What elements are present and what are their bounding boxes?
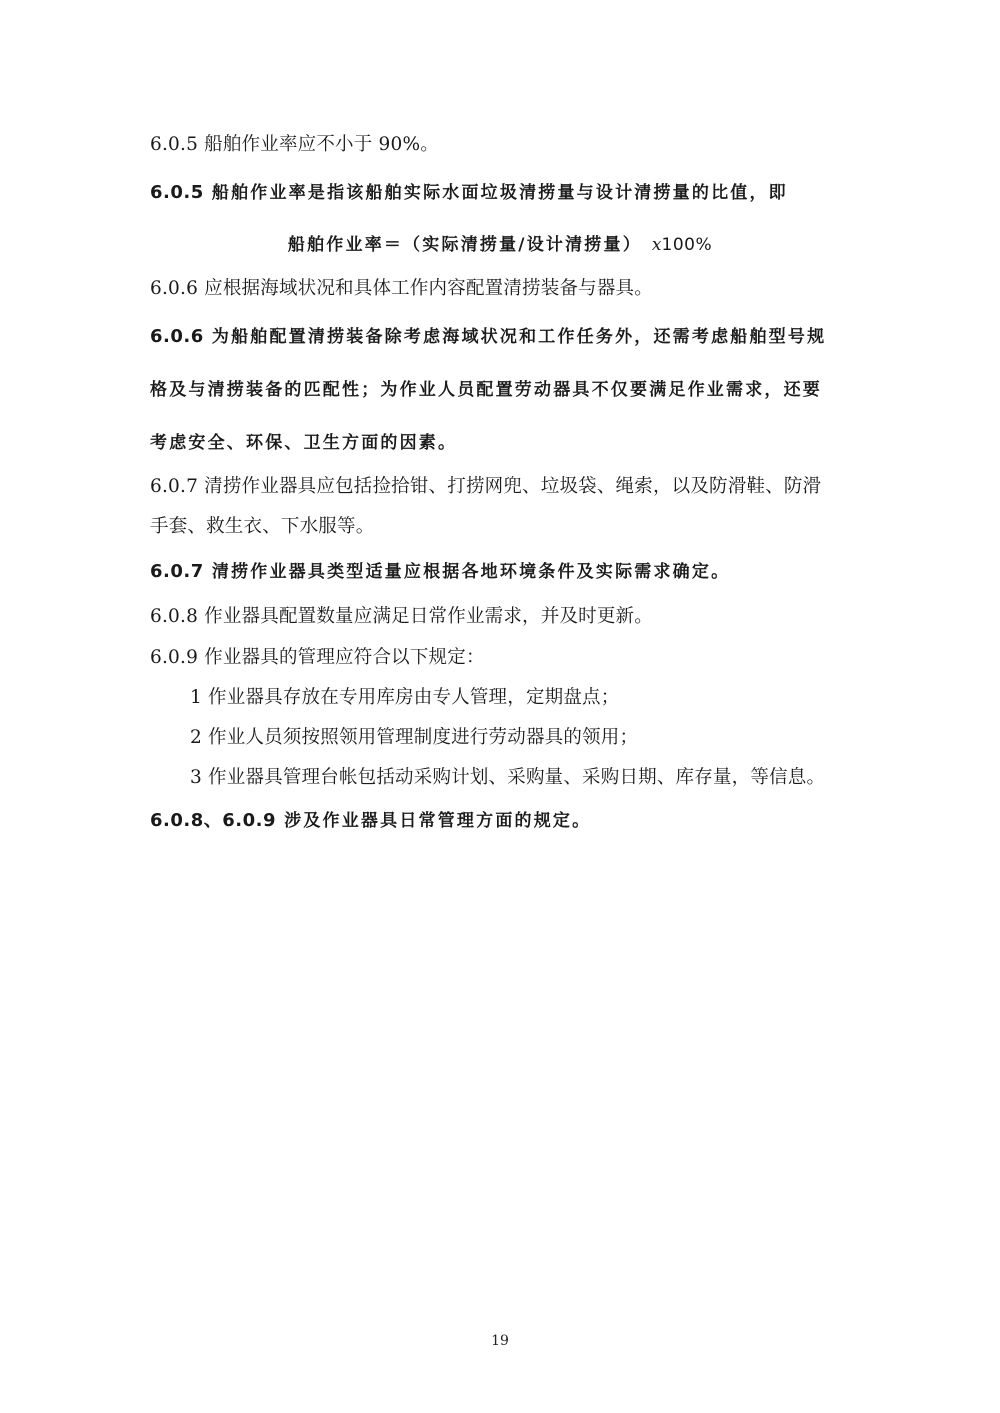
explanation-number: 6.0.8、6.0.9 — [150, 810, 276, 831]
explanation-text: 清捞作业器具类型适量应根据各地环境条件及实际需求确定。 — [203, 562, 731, 582]
formula-operation-rate — [0, 230, 1000, 255]
explanation-6-0-8-6-0-9 — [150, 806, 591, 832]
explanation-6-0-6-line-3: 考虑安全、环保、卫生方面的因素。 — [150, 433, 458, 453]
list-item: 3 作业器具管理台帐包括动采购计划、采购量、采购日期、库存量，等信息。 — [190, 767, 826, 788]
clause-6-0-7-line-2: 手套、救生衣、下水服等。 — [150, 516, 375, 537]
formula-multiply-sign: x — [651, 235, 662, 255]
explanation-text: 船舶作业率是指该船舶实际水面垃圾清捞量与设计清捞量的比值，即 — [203, 183, 788, 203]
clause-6-0-5: 6.0.5 船舶作业率应不小于 90%。 — [150, 134, 439, 155]
list-item: 2 作业人员须按照领用管理制度进行劳动器具的领用； — [190, 727, 639, 748]
clause-6-0-6: 6.0.6 应根据海域状况和具体工作内容配置清捞装备与器具。 — [150, 278, 653, 299]
explanation-text: 涉及作业器具日常管理方面的规定。 — [276, 811, 592, 831]
explanation-6-0-6-line-2: 格及与清捞装备的匹配性；为作业人员配置劳动器具不仅要满足作业需求，还要 — [150, 380, 822, 400]
clause-6-0-7-line-1: 6.0.7 清捞作业器具应包括捡拾钳、打捞网兜、垃圾袋、绳索，以及防滑鞋、防滑 — [150, 476, 822, 497]
explanation-number: 6.0.6 — [150, 326, 204, 347]
explanation-6-0-6-line-1 — [150, 322, 826, 347]
clause-6-0-8: 6.0.8 作业器具配置数量应满足日常作业需求，并及时更新。 — [150, 606, 653, 627]
explanation-text: 为船舶配置清捞装备除考虑海域状况和工作任务外，还需考虑船舶型号规 — [203, 327, 827, 347]
explanation-number: 6.0.7 — [150, 561, 204, 582]
explanation-6-0-7 — [150, 557, 730, 582]
explanation-number: 6.0.5 — [150, 182, 204, 203]
formula-percent: 100% — [661, 235, 713, 255]
page-number: 19 — [491, 1333, 509, 1349]
formula-text: 船舶作业率＝（实际清捞量/设计清捞量） — [287, 235, 642, 255]
clause-6-0-9: 6.0.9 作业器具的管理应符合以下规定： — [150, 647, 485, 668]
list-item: 1 作业器具存放在专用库房由专人管理，定期盘点； — [190, 687, 620, 708]
explanation-6-0-5 — [150, 178, 788, 203]
